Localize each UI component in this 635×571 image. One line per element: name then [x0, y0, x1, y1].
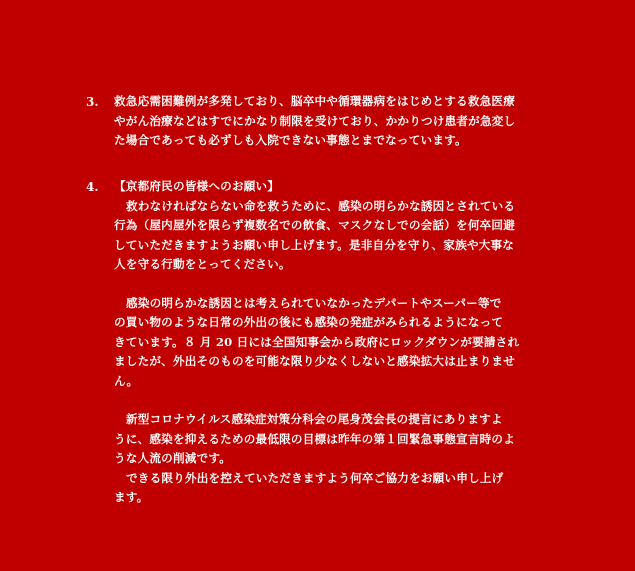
text-line: していただきますようお願い申し上げます。是非自分を守り、家族や大事な	[114, 237, 515, 252]
text-line: 人を守る行動をとってください。	[114, 257, 291, 271]
text-line: ましたが、外出そのものを可能な限り少なくしないと感染拡大は止まりませ	[114, 354, 515, 368]
text-line: 感染の明らかな誘因とは考えられていなかったデパートやスーパー等で	[126, 295, 502, 310]
text-line: できる限り外出を控えていただきますよう何卒ご協力をお願い申し上げ	[126, 470, 504, 485]
text-line: うに、感染を抑えるための最低限の目標は昨年の第１回緊急事態宣言時のよ	[114, 431, 515, 446]
text-line: うな人流の削減です。	[114, 451, 232, 465]
item-3-text	[114, 92, 549, 151]
text-line: やがん治療などはすでにかなり制限を受けており、かかりつけ患者が急変し	[114, 113, 516, 128]
item-number: 3.	[86, 95, 99, 109]
text-line: 救わなければならない命を救うために、感染の明らかな誘因とされている	[126, 198, 516, 213]
text-line: ん。	[114, 373, 139, 388]
paragraph-2	[114, 294, 549, 392]
text-line: た場合であっても必ずしも入院できない事態とまでなっています。	[114, 133, 467, 147]
text-line: 新型コロナウイルス感染症対策分科会の尾身茂会長の提言にありますよ	[126, 412, 503, 426]
paragraph-1	[114, 197, 549, 275]
paragraph-4	[114, 469, 549, 508]
paragraph-3	[114, 410, 549, 469]
text-line: ます。	[114, 490, 149, 504]
text-line: の買い物のような日常の外出の後にも感染の発症がみられるようになって	[114, 315, 504, 329]
text-line: 救急応需困難例が多発しており、脳卒中や循環器病をはじめとする救急医療	[114, 94, 515, 108]
item-4-text	[114, 177, 549, 508]
text-line: きています。８ 月 20 日には全国知事会から政府にロックダウンが要請され	[114, 334, 520, 349]
text-line: 行為（屋内屋外を限らず複数名での飲食、マスクなしでの会話）を何卒回避	[114, 218, 515, 232]
item-number: 4.	[86, 180, 99, 194]
section-heading: 【京都府民の皆様へのお願い】	[114, 179, 280, 193]
